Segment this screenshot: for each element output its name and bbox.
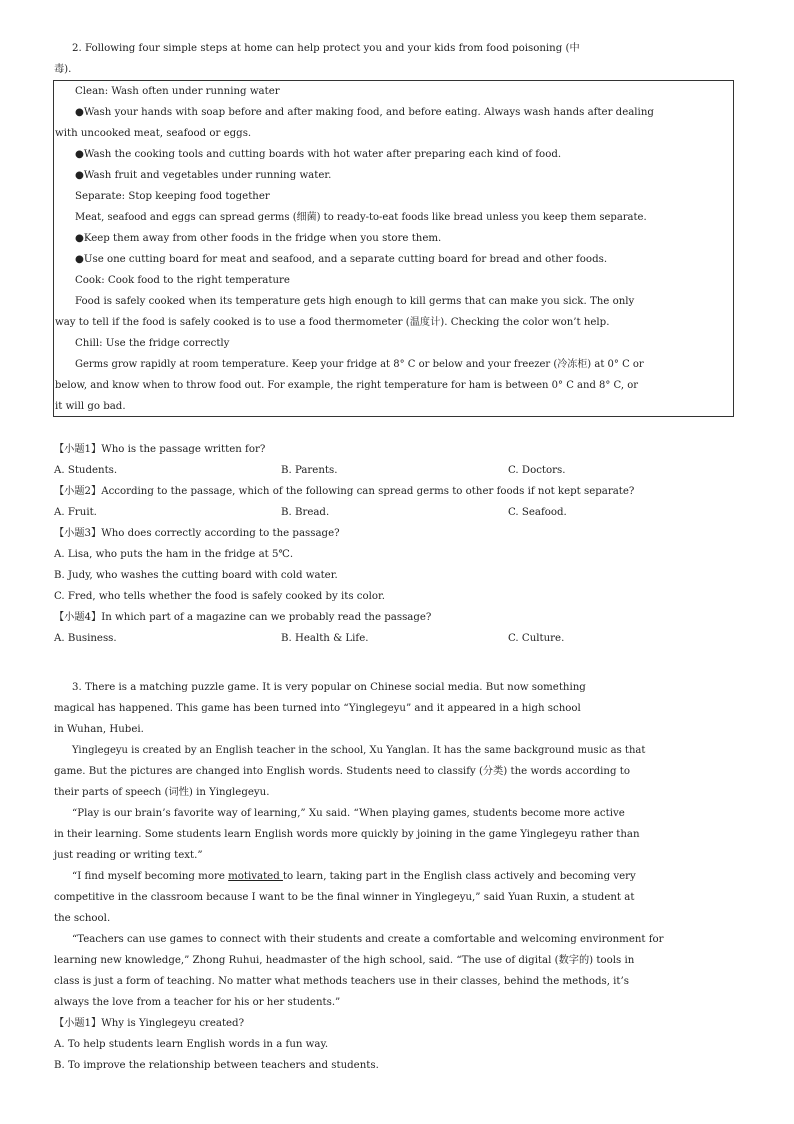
underlined-word-motivated: motivated bbox=[228, 871, 283, 882]
q3-para5-line: “Teachers can use games to connect with their students and create a comfortable and welcoming environment for bbox=[72, 934, 664, 945]
box-line: ●Keep them away from other foods in the fridge when you store them. bbox=[75, 233, 442, 244]
box-heading-cook: Cook: Cook food to the right temperature bbox=[75, 275, 290, 286]
q2-sub4-option-c: C. Culture. bbox=[508, 633, 565, 644]
q3-para3-line: “Play is our brain’s favorite way of learning,” Xu said. “When playing games, students become more active bbox=[72, 808, 625, 819]
q2-sub1-option-c: C. Doctors. bbox=[508, 465, 566, 476]
box-line: it will go bad. bbox=[55, 401, 126, 412]
q3-para3-line: in their learning. Some students learn English words more quickly by joining in the game Yinglegeyu rather than bbox=[54, 829, 640, 840]
box-line: below, and know when to throw food out. For example, the right temperature for ham is between 0° C and 8° C, or bbox=[55, 380, 639, 391]
q3-para5-line: learning new knowledge,” Zhong Ruhui, headmaster of the high school, said. “The use of digital (数字的) tools in bbox=[54, 955, 635, 966]
q2-sub2-option-b: B. Bread. bbox=[281, 507, 330, 518]
q2-sub4-option-a: A. Business. bbox=[54, 633, 117, 644]
q2-sub4-option-b: B. Health & Life. bbox=[281, 633, 369, 644]
q3-para2-line: their parts of speech (词性) in Yinglegeyu. bbox=[54, 787, 270, 798]
q2-sub3-option-c: C. Fred, who tells whether the food is safely cooked by its color. bbox=[54, 591, 386, 602]
box-line: ●Wash the cooking tools and cutting boards with hot water after preparing each kind of food. bbox=[75, 149, 562, 160]
q2-sub2-option-c: C. Seafood. bbox=[508, 507, 567, 518]
q2-sub1-option-b: B. Parents. bbox=[281, 465, 338, 476]
box-line: ●Use one cutting board for meat and seafood, and a separate cutting board for bread and other foods. bbox=[75, 254, 608, 265]
q2-intro-line-1: 2. Following four simple steps at home can help protect you and your kids from food poisoning (中 bbox=[72, 43, 580, 54]
q3-para1-line: 3. There is a matching puzzle game. It is very popular on Chinese social media. But now something bbox=[72, 682, 586, 693]
box-heading-clean: Clean: Wash often under running water bbox=[75, 86, 280, 97]
q2-sub4-stem: 【小题4】In which part of a magazine can we probably read the passage? bbox=[54, 612, 432, 623]
q2-sub2-stem: 【小题2】According to the passage, which of the following can spread germs to other foods if not kept separate? bbox=[54, 486, 635, 497]
q3-para2-line: Yinglegeyu is created by an English teacher in the school, Xu Yanglan. It has the same background music as that bbox=[72, 745, 646, 756]
q2-sub3-stem: 【小题3】Who does correctly according to the passage? bbox=[54, 528, 340, 539]
q3-para5-line: class is just a form of teaching. No matter what methods teachers use in their classes, behind the methods, it’s bbox=[54, 976, 629, 987]
box-heading-chill: Chill: Use the fridge correctly bbox=[75, 338, 230, 349]
box-line: ●Wash fruit and vegetables under running water. bbox=[75, 170, 332, 181]
q3-para2-line: game. But the pictures are changed into English words. Students need to classify (分类) the words according to bbox=[54, 766, 630, 777]
q2-sub3-option-a: A. Lisa, who puts the ham in the fridge at 5℃. bbox=[54, 549, 294, 560]
q3-para4-line: competitive in the classroom because I want to be the final winner in Yinglegeyu,” said Yuan Ruxin, a student at bbox=[54, 892, 635, 903]
q2-intro-line-2: 毒). bbox=[54, 64, 72, 75]
box-line: Food is safely cooked when its temperature gets high enough to kill germs that can make you sick. The only bbox=[75, 296, 635, 307]
box-line: Germs grow rapidly at room temperature. Keep your fridge at 8° C or below and your freezer (冷冻柜) at 0° C or bbox=[75, 359, 644, 370]
q3-para4-line: the school. bbox=[54, 913, 111, 924]
box-line: with uncooked meat, seafood or eggs. bbox=[55, 128, 252, 139]
q3-sub1-stem: 【小题1】Why is Yinglegeyu created? bbox=[54, 1018, 245, 1029]
q3-para4-text: to learn, taking part in the English class actively and becoming very bbox=[282, 871, 636, 882]
box-line: way to tell if the food is safely cooked is to use a food thermometer (温度计). Checking the color won’t help. bbox=[55, 317, 610, 328]
q3-para1-line: in Wuhan, Hubei. bbox=[54, 724, 144, 735]
q2-sub2-option-a: A. Fruit. bbox=[54, 507, 97, 518]
q3-para3-line: just reading or writing text.” bbox=[54, 850, 203, 861]
q3-para5-line: always the love from a teacher for his or her students.” bbox=[54, 997, 341, 1008]
q2-sub3-option-b: B. Judy, who washes the cutting board with cold water. bbox=[54, 570, 338, 581]
q3-sub1-option-b: B. To improve the relationship between teachers and students. bbox=[54, 1060, 379, 1071]
q3-para4-text: “I find myself becoming more bbox=[72, 871, 229, 882]
q2-sub1-stem: 【小题1】Who is the passage written for? bbox=[54, 444, 266, 455]
q3-para1-line: magical has happened. This game has been turned into “Yinglegeyu” and it appeared in a high school bbox=[54, 703, 581, 714]
q3-para4-line bbox=[72, 870, 636, 884]
box-line: ●Wash your hands with soap before and after making food, and before eating. Always wash hands after dealing bbox=[75, 107, 654, 118]
q3-sub1-option-a: A. To help students learn English words in a fun way. bbox=[54, 1039, 329, 1050]
q2-sub1-option-a: A. Students. bbox=[54, 465, 118, 476]
box-heading-separate: Separate: Stop keeping food together bbox=[75, 191, 270, 202]
box-line: Meat, seafood and eggs can spread germs (细菌) to ready-to-eat foods like bread unless you keep them separate. bbox=[75, 212, 647, 223]
